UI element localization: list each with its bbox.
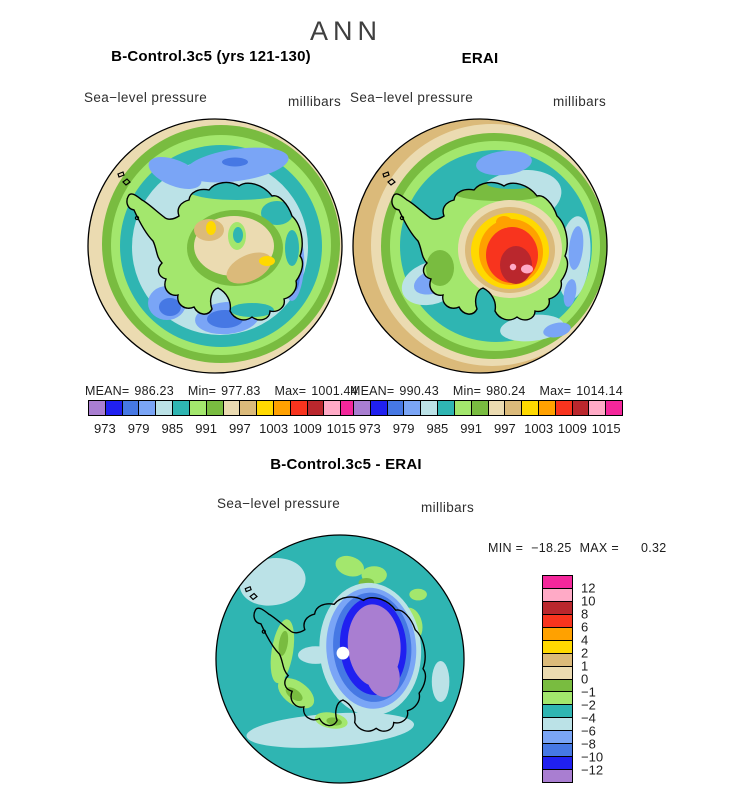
- colorbar-cell: [543, 576, 572, 589]
- model-map: [87, 118, 343, 374]
- obs-max-label: Max=: [539, 384, 572, 398]
- diff-units-label: millibars: [421, 500, 475, 515]
- colorbar-cell: [543, 718, 572, 731]
- colorbar-cell: [156, 401, 173, 415]
- colorbar-cell: [371, 401, 388, 415]
- colorbar-cell: [173, 401, 190, 415]
- obs-colorbar: [353, 400, 623, 416]
- model-colorbar: [88, 400, 358, 416]
- colorbar-cell: [606, 401, 622, 415]
- colorbar-tick-label: 1015: [326, 421, 356, 436]
- colorbar-cell: [589, 401, 606, 415]
- colorbar-tick-label: 4: [581, 632, 589, 648]
- colorbar-cell: [139, 401, 156, 415]
- colorbar-tick-label: 979: [127, 421, 150, 436]
- colorbar-cell: [224, 401, 241, 415]
- colorbar-cell: [543, 705, 572, 718]
- colorbar-tick-label: 2: [581, 645, 589, 661]
- colorbar-tick-label: −6: [581, 723, 596, 739]
- obs-field-label: Sea−level pressure: [350, 90, 474, 105]
- colorbar-tick-label: 6: [581, 619, 589, 635]
- colorbar-cell: [543, 654, 572, 667]
- diff-max-label: MAX =: [579, 541, 619, 555]
- colorbar-cell: [455, 401, 472, 415]
- colorbar-tick-label: −2: [581, 697, 596, 713]
- colorbar-tick-label: 1003: [259, 421, 289, 436]
- colorbar-cell: [404, 401, 421, 415]
- colorbar-cell: [505, 401, 522, 415]
- colorbar-cell: [123, 401, 140, 415]
- colorbar-cell: [421, 401, 438, 415]
- colorbar-cell: [543, 744, 572, 757]
- colorbar-cell: [291, 401, 308, 415]
- obs-stats: [350, 384, 637, 398]
- model-field-label: Sea−level pressure: [84, 90, 208, 105]
- colorbar-tick-label: −10: [581, 749, 604, 765]
- model-max-value: 1001.44: [311, 384, 358, 398]
- colorbar-cell: [190, 401, 207, 415]
- colorbar-cell: [543, 602, 572, 615]
- colorbar-cell: [308, 401, 325, 415]
- colorbar-cell: [543, 692, 572, 705]
- colorbar-cell: [573, 401, 590, 415]
- colorbar-cell: [543, 667, 572, 680]
- obs-min-label: Min=: [452, 384, 482, 398]
- colorbar-tick-label: 997: [229, 421, 251, 436]
- colorbar-tick-label: 979: [392, 421, 415, 436]
- colorbar-tick-label: 1009: [557, 421, 587, 436]
- colorbar-tick-label: 1: [581, 658, 589, 674]
- colorbar-cell: [543, 615, 572, 628]
- colorbar-tick-label: 1003: [524, 421, 554, 436]
- colorbar-cell: [543, 628, 572, 641]
- model-units-label: millibars: [288, 94, 342, 109]
- obs-map: [352, 118, 608, 374]
- colorbar-tick-label: 1015: [591, 421, 621, 436]
- diff-min-value: −18.25: [531, 541, 572, 555]
- model-max-label: Max=: [274, 384, 307, 398]
- colorbar-tick-label: 1009: [292, 421, 322, 436]
- obs-mean-label: MEAN=: [350, 384, 395, 398]
- model-min-label: Min=: [187, 384, 217, 398]
- diff-minmax: [488, 541, 666, 555]
- colorbar-tick-label: −1: [581, 684, 596, 700]
- colorbar-cell: [240, 401, 257, 415]
- colorbar-tick-label: 0: [581, 671, 589, 687]
- diff-panel-title: B-Control.3c5 - ERAI: [270, 456, 422, 473]
- model-mean-label: MEAN=: [85, 384, 130, 398]
- diff-colorbar-ticks: [581, 575, 621, 783]
- colorbar-cell: [324, 401, 341, 415]
- colorbar-tick-label: 991: [460, 421, 482, 436]
- obs-mean-value: 990.43: [399, 384, 439, 398]
- colorbar-tick-label: −4: [581, 710, 596, 726]
- colorbar-tick-label: 985: [161, 421, 184, 436]
- colorbar-cell: [539, 401, 556, 415]
- diff-map: [215, 534, 465, 784]
- colorbar-cell: [257, 401, 274, 415]
- model-colorbar-ticks: [88, 421, 358, 437]
- colorbar-cell: [543, 680, 572, 693]
- colorbar-cell: [106, 401, 123, 415]
- colorbar-cell: [438, 401, 455, 415]
- colorbar-tick-label: 8: [581, 606, 589, 622]
- model-min-value: 977.83: [221, 384, 261, 398]
- colorbar-cell: [207, 401, 224, 415]
- colorbar-tick-label: 10: [581, 593, 596, 609]
- diff-max-value: 0.32: [640, 541, 667, 555]
- obs-colorbar-ticks: [353, 421, 623, 437]
- obs-panel-title: ERAI: [461, 50, 499, 67]
- colorbar-cell: [89, 401, 106, 415]
- diff-field-label: Sea−level pressure: [217, 496, 341, 511]
- colorbar-cell: [489, 401, 506, 415]
- colorbar-cell: [388, 401, 405, 415]
- colorbar-tick-label: 991: [195, 421, 217, 436]
- colorbar-cell: [274, 401, 291, 415]
- colorbar-cell: [556, 401, 573, 415]
- diff-colorbar: [542, 575, 573, 783]
- colorbar-tick-label: 997: [494, 421, 516, 436]
- colorbar-tick-label: −12: [581, 762, 604, 778]
- colorbar-cell: [522, 401, 539, 415]
- obs-min-value: 980.24: [486, 384, 526, 398]
- colorbar-cell: [543, 770, 572, 782]
- colorbar-tick-label: 12: [581, 580, 596, 596]
- colorbar-cell: [472, 401, 489, 415]
- colorbar-cell: [543, 757, 572, 770]
- colorbar-cell: [543, 641, 572, 654]
- season-title: ANN: [309, 16, 382, 46]
- colorbar-tick-label: 973: [94, 421, 116, 436]
- colorbar-cell: [543, 589, 572, 602]
- diff-min-label: MIN =: [488, 541, 524, 555]
- model-mean-value: 986.23: [134, 384, 174, 398]
- colorbar-tick-label: 985: [426, 421, 449, 436]
- colorbar-cell: [543, 731, 572, 744]
- colorbar-cell: [354, 401, 371, 415]
- obs-units-label: millibars: [553, 94, 607, 109]
- colorbar-tick-label: −8: [581, 736, 596, 752]
- model-panel-title: B-Control.3c5 (yrs 121-130): [111, 48, 311, 65]
- model-stats: [85, 384, 372, 398]
- colorbar-tick-label: 973: [359, 421, 381, 436]
- obs-max-value: 1014.14: [576, 384, 623, 398]
